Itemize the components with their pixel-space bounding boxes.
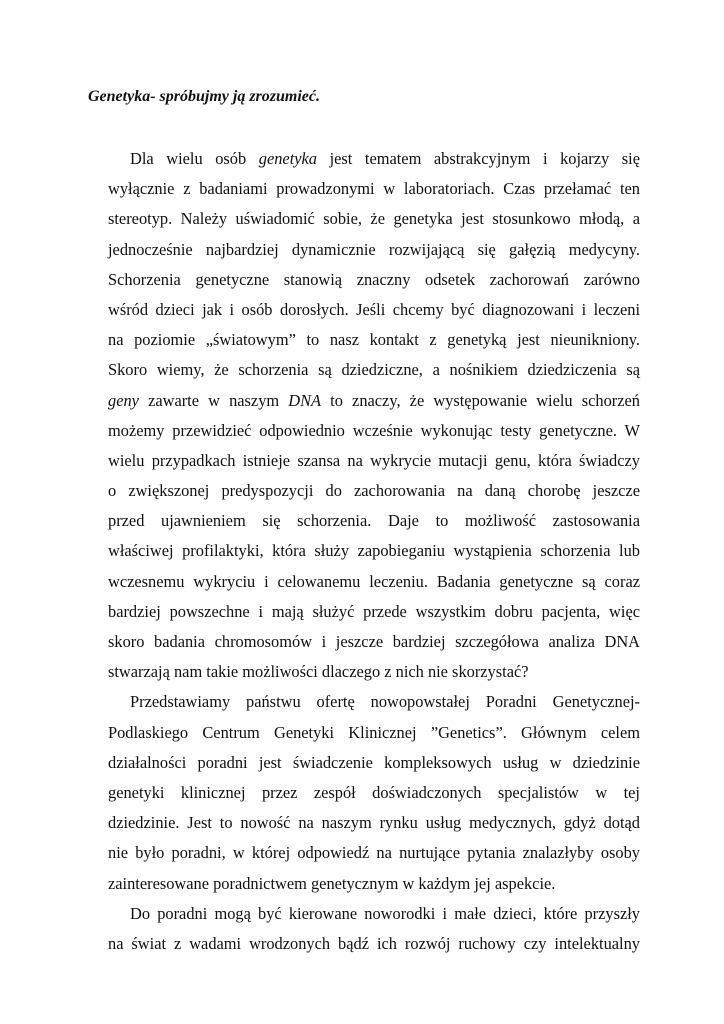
text-line: przed ujawnieniem się schorzenia. Daje to możliwość zastosowania (108, 511, 640, 531)
document-body (108, 144, 640, 959)
text-line: nie było poradni, w której odpowiedź na nurtujące pytania znalazłyby osoby (108, 843, 640, 863)
text-line: Do poradni mogą być kierowane noworodki i małe dzieci, które przyszły (130, 903, 640, 923)
text-line: Schorzenia genetyczne stanowią znaczny odsetek zachorowań zarówno (108, 269, 640, 289)
text-line: o zwiększonej predyspozycji do zachorowania na daną chorobę jeszcze (108, 481, 640, 501)
text-line: wczesnemu wykryciu i celowanemu leczeniu. Badania genetyczne są coraz (108, 571, 640, 591)
text-line: na świat z wadami wrodzonych bądź ich rozwój ruchowy czy intelektualny (108, 933, 640, 953)
text-line: Przedstawiamy państwu ofertę nowopowstałej Poradni Genetycznej- (130, 692, 640, 712)
text-line: dziedzinie. Jest to nowość na naszym rynku usług medycznych, gdyż dotąd (108, 813, 640, 833)
text-line: genetyki klinicznej przez zespół doświadczonych specjalistów w tej (108, 782, 640, 802)
text-line: właściwej profilaktyki, która służy zapobieganiu wystąpienia schorzenia lub (108, 541, 640, 561)
text-line: Podlaskiego Centrum Genetyki Klinicznej ”Genetics”. Głównym celem (108, 722, 640, 742)
text-line: wielu przypadkach istnieje szansa na wykrycie mutacji genu, która świadczy (108, 450, 640, 470)
text-line: wyłącznie z badaniami prowadzonymi w laboratoriach. Czas przełamać ten (108, 179, 640, 199)
text-line: możemy przewidzieć odpowiednio wcześnie wykonując testy genetyczne. W (108, 420, 640, 440)
text-line: bardziej powszechne i mają służyć przede wszystkim dobru pacjenta, więc (108, 601, 640, 621)
text-line: Skoro wiemy, że schorzenia są dziedziczne, a nośnikiem dziedziczenia są (108, 360, 640, 380)
text-line: zainteresowane poradnictwem genetycznym w każdym jej aspekcie. (108, 873, 556, 893)
text-line: na poziomie „światowym” to nasz kontakt z genetyką jest nieunikniony. (108, 330, 640, 350)
text-line: skoro badania chromosomów i jeszcze bardziej szczegółowa analiza DNA (108, 632, 640, 651)
text-line: geny zawarte w naszym DNA to znaczy, że występowanie wielu schorzeń (108, 390, 640, 410)
text-line: jednocześnie najbardziej dynamicznie rozwijającą się gałęzią medycyny. (108, 239, 640, 259)
document-title: Genetyka- spróbujmy ją zrozumieć. (88, 88, 320, 105)
text-line: Dla wielu osób genetyka jest tematem abstrakcyjnym i kojarzy się (130, 149, 640, 168)
text-line: stwarzają nam takie możliwości dlaczego z nich nie skorzystać? (108, 662, 529, 682)
text-line: stereotyp. Należy uświadomić sobie, że genetyka jest stosunkowo młodą, a (108, 209, 640, 229)
text-line: działalności poradni jest świadczenie kompleksowych usług w dziedzinie (108, 752, 640, 772)
text-line: wśród dzieci jak i osób dorosłych. Jeśli chcemy być diagnozowani i leczeni (108, 299, 640, 319)
